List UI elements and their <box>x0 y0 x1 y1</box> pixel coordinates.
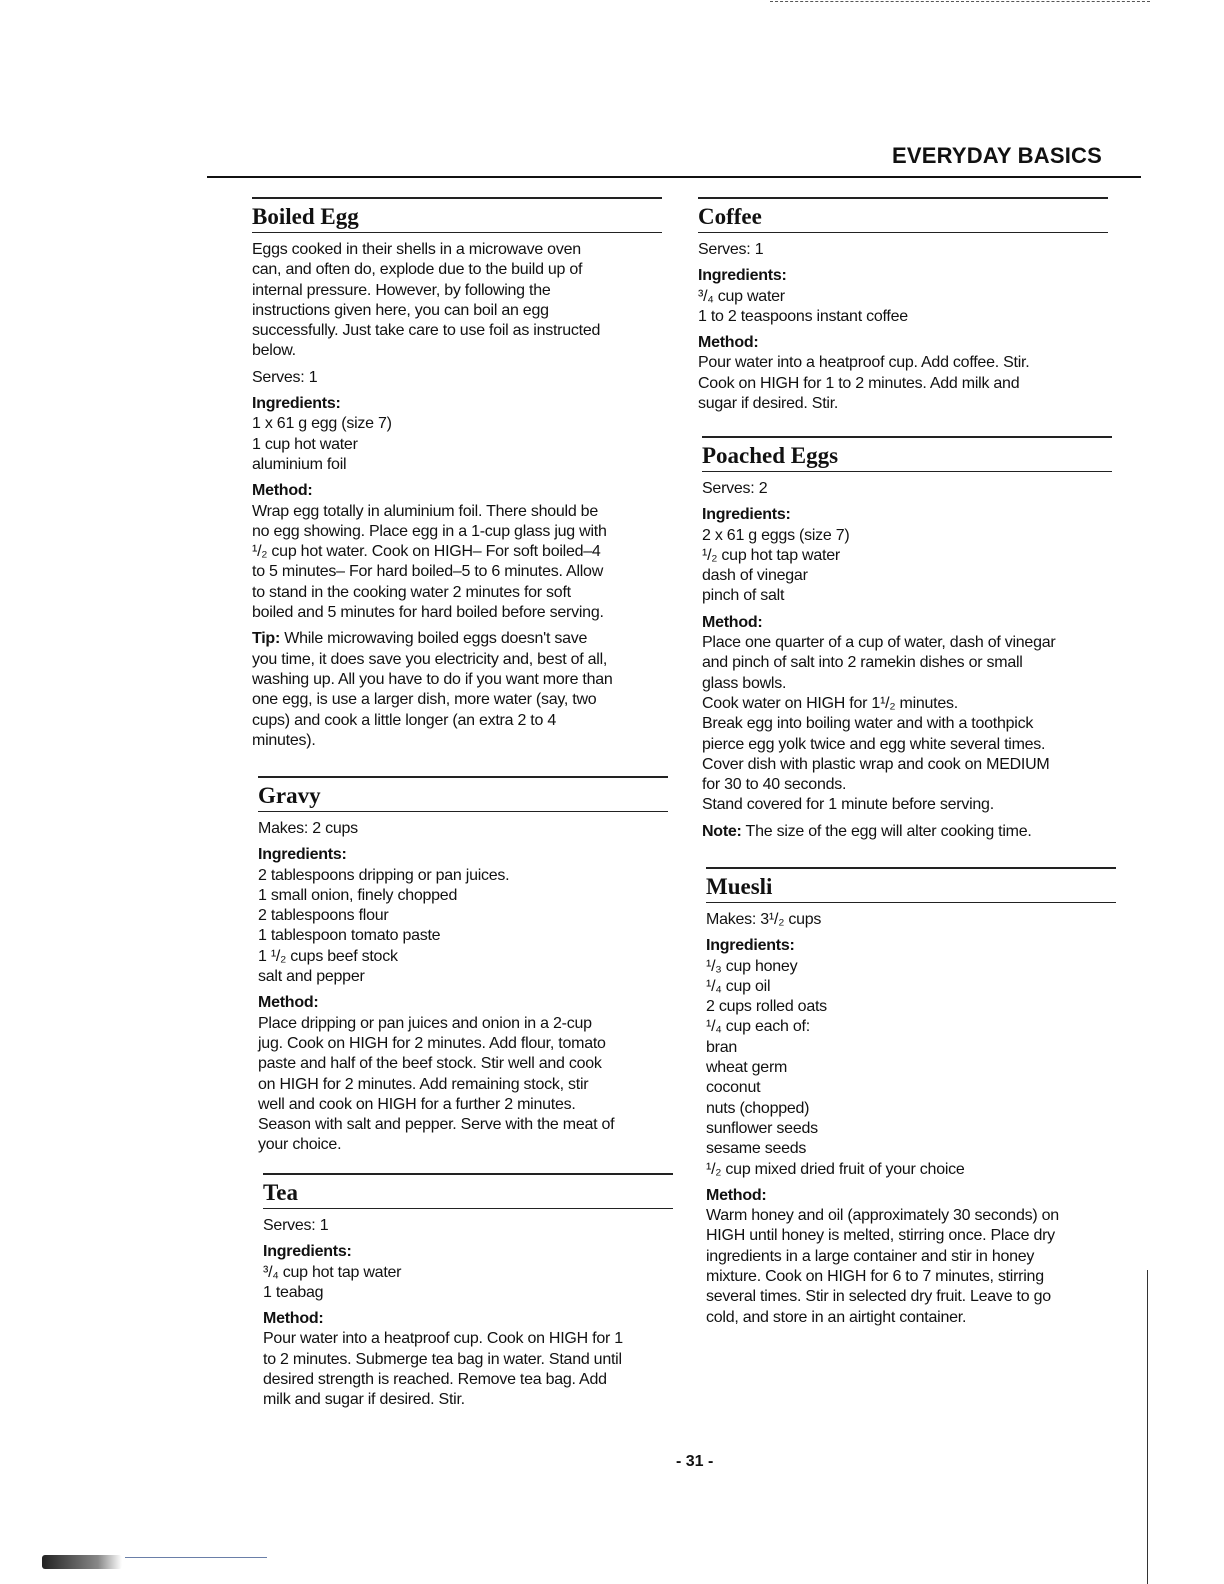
text-line <box>706 1099 1116 1119</box>
text-line <box>706 1139 1116 1159</box>
text-line <box>252 435 662 455</box>
text-block <box>252 394 662 475</box>
lead-label: Note: <box>702 822 742 840</box>
text-line <box>258 967 668 987</box>
line-text: pierce egg yolk twice and egg white several times. <box>702 735 1046 753</box>
text-line <box>258 886 668 906</box>
text-line <box>702 674 1112 694</box>
recipe-coffee <box>698 197 1108 420</box>
text-line <box>263 1263 673 1283</box>
text-line <box>706 1119 1116 1139</box>
block-label: Method: <box>263 1310 324 1328</box>
text-line <box>706 1160 1116 1180</box>
text-line <box>258 1034 668 1054</box>
line-text: Pour water into a heatproof cup. Add coffee. Stir. <box>698 354 1030 372</box>
text-block <box>706 1186 1116 1328</box>
line-text: coconut <box>706 1079 761 1097</box>
text-block <box>258 819 668 839</box>
line-text: cups) and cook a little longer (an extra 2 to 4 <box>252 711 556 729</box>
line-text: pinch of salt <box>702 587 785 605</box>
text-line <box>252 240 662 260</box>
text-block <box>698 240 1108 260</box>
text-line <box>706 1038 1116 1058</box>
text-line <box>698 307 1108 327</box>
text-line <box>706 1206 1116 1226</box>
line-text: Serves: 1 <box>263 1217 329 1234</box>
block-label: Method: <box>258 994 319 1012</box>
text-line <box>702 775 1112 795</box>
text-line <box>706 957 1116 977</box>
text-line <box>252 368 662 388</box>
line-text: ingredients in a large container and stir in honey <box>706 1247 1035 1265</box>
recipe-title: Muesli <box>706 873 773 899</box>
line-text: dash of vinegar <box>702 567 808 585</box>
text-line <box>252 583 662 603</box>
text-line <box>258 1075 668 1095</box>
text-line <box>252 281 662 301</box>
line-text: mixture. Cook on HIGH for 6 to 7 minutes, stirring <box>706 1268 1044 1286</box>
text-line <box>698 394 1108 414</box>
line-text: Stand covered for 1 minute before serving. <box>702 796 994 814</box>
line-text: to 5 minutes– For hard boiled–5 to 6 minutes. Allow <box>252 563 604 581</box>
line-text: Place one quarter of a cup of water, dash of vinegar <box>702 634 1056 652</box>
text-block <box>258 993 668 1155</box>
scan-top-edge <box>770 1 1150 3</box>
block-label: Ingredients: <box>706 937 795 955</box>
text-block <box>698 266 1108 327</box>
line-text: your choice. <box>258 1136 342 1154</box>
line-text: ¹/₂ cup hot water. Cook on HIGH– For soft boiled–4 <box>252 543 601 561</box>
scan-bottom-line <box>125 1557 267 1558</box>
line-text: 1 to 2 teaspoons instant coffee <box>698 307 908 325</box>
text-block <box>252 240 662 362</box>
text-line <box>258 926 668 946</box>
text-line <box>706 1017 1116 1037</box>
scan-edge-line <box>1147 1270 1148 1584</box>
text-line <box>702 526 1112 546</box>
line-text: Eggs cooked in their shells in a microwave oven <box>252 241 581 258</box>
line-text: for 30 to 40 seconds. <box>702 776 847 794</box>
line-text: below. <box>252 342 296 360</box>
text-line <box>252 603 662 623</box>
text-line <box>698 240 1108 260</box>
recipe-title: Boiled Egg <box>252 203 359 229</box>
line-text: several times. Stir in selected dry fruit. Leave to go <box>706 1288 1051 1306</box>
text-line <box>706 1078 1116 1098</box>
text-block <box>706 936 1116 1180</box>
text-line <box>702 755 1112 775</box>
line-text: Season with salt and pepper. Serve with the meat of <box>258 1116 615 1134</box>
text-line <box>706 1247 1116 1267</box>
line-text: bran <box>706 1038 738 1056</box>
text-line <box>702 479 1112 499</box>
block-label: Ingredients: <box>252 395 341 413</box>
recipe-tea <box>263 1173 673 1417</box>
line-text: sesame seeds <box>706 1140 807 1158</box>
line-text: 1 cup hot water <box>252 435 358 453</box>
recipe-body <box>702 472 1112 842</box>
text-line <box>258 1095 668 1115</box>
line-text: ³/₄ cup hot tap water <box>263 1263 402 1281</box>
recipe-title: Gravy <box>258 782 321 808</box>
text-line <box>263 1216 673 1236</box>
text-line <box>258 866 668 886</box>
text-block <box>252 368 662 388</box>
line-text: can, and often do, explode due to the build up of <box>252 261 583 279</box>
text-line <box>263 1370 673 1390</box>
text-line <box>706 1058 1116 1078</box>
line-text: no egg showing. Place egg in a 1-cup glass jug with <box>252 522 607 540</box>
text-line <box>706 910 1116 930</box>
text-line <box>252 562 662 582</box>
line-text: While microwaving boiled eggs doesn't save <box>280 630 588 648</box>
text-line <box>252 522 662 542</box>
line-text: ¹/₃ cup honey <box>706 957 798 975</box>
text-block <box>258 845 668 987</box>
text-line <box>258 1115 668 1135</box>
text-line <box>252 301 662 321</box>
text-line <box>252 690 662 710</box>
line-text: well and cook on HIGH for a further 2 minutes. <box>258 1095 576 1113</box>
block-label: Method: <box>702 613 763 631</box>
text-block <box>252 629 662 751</box>
text-line <box>706 1267 1116 1287</box>
text-line <box>252 455 662 475</box>
text-line <box>702 546 1112 566</box>
line-text: Cover dish with plastic wrap and cook on MEDIUM <box>702 755 1050 773</box>
page-number: - 31 - <box>676 1453 714 1470</box>
text-line <box>252 414 662 434</box>
line-text: 2 x 61 g eggs (size 7) <box>702 526 850 544</box>
line-text: Cook on HIGH for 1 to 2 minutes. Add milk and <box>698 374 1020 392</box>
line-text: to stand in the cooking water 2 minutes for soft <box>252 583 571 601</box>
recipe-body <box>706 903 1116 1328</box>
line-text: cold, and store in an airtight container. <box>706 1308 967 1326</box>
text-line <box>706 997 1116 1017</box>
line-text: Cook water on HIGH for 1¹/₂ minutes. <box>702 694 958 712</box>
text-line <box>706 1287 1116 1307</box>
text-block <box>702 505 1112 606</box>
line-text: paste and half of the beef stock. Stir well and cook <box>258 1055 602 1073</box>
line-text: ¹/₄ cup oil <box>706 977 771 995</box>
text-line <box>252 341 662 361</box>
line-text: ¹/₂ cup mixed dried fruit of your choice <box>706 1160 965 1178</box>
recipe-body <box>698 233 1108 414</box>
line-text: nuts (chopped) <box>706 1099 810 1117</box>
text-line <box>252 650 662 670</box>
block-label: Method: <box>698 334 759 352</box>
block-label: Ingredients: <box>258 846 347 864</box>
recipe-body <box>252 233 662 751</box>
text-line <box>258 1054 668 1074</box>
text-line <box>252 542 662 562</box>
text-line <box>702 714 1112 734</box>
line-text: 1 x 61 g egg (size 7) <box>252 415 392 433</box>
line-text: sugar if desired. Stir. <box>698 395 839 413</box>
recipe-title: Coffee <box>698 203 762 229</box>
text-line <box>258 1135 668 1155</box>
line-text: Place dripping or pan juices and onion in a 2-cup <box>258 1014 592 1032</box>
recipe-gravy <box>258 776 668 1162</box>
text-line <box>252 260 662 280</box>
line-text: sunflower seeds <box>706 1119 818 1137</box>
line-text: internal pressure. However, by following the <box>252 281 551 299</box>
text-line <box>263 1390 673 1410</box>
recipe-title: Tea <box>263 1179 298 1205</box>
line-text: one egg, is use a larger dish, more water (say, two <box>252 691 597 709</box>
line-text: on HIGH for 2 minutes. Add remaining stock, stir <box>258 1075 589 1093</box>
block-label: Ingredients: <box>702 506 791 524</box>
line-text: 2 tablespoons dripping or pan juices. <box>258 866 510 884</box>
block-label: Method: <box>706 1186 767 1204</box>
scan-blot <box>42 1555 122 1569</box>
recipe-muesli <box>706 867 1116 1334</box>
text-line <box>252 670 662 690</box>
text-line <box>698 374 1108 394</box>
line-text: and pinch of salt into 2 ramekin dishes or small <box>702 654 1023 672</box>
text-line <box>258 819 668 839</box>
line-text: ³/₄ cup water <box>698 287 785 305</box>
text-line <box>698 353 1108 373</box>
line-text: ¹/₂ cup hot tap water <box>702 546 840 564</box>
line-text: you time, it does save you electricity and, best of all, <box>252 650 608 668</box>
line-text: glass bowls. <box>702 674 787 692</box>
block-label: Ingredients: <box>698 267 787 285</box>
line-text: Break egg into boiling water and with a toothpick <box>702 715 1034 733</box>
text-line <box>702 822 1112 842</box>
lead-label: Tip: <box>252 630 281 648</box>
text-line <box>698 287 1108 307</box>
text-line <box>263 1350 673 1370</box>
recipe-poached-eggs <box>702 436 1112 848</box>
line-text: Serves: 1 <box>252 368 318 386</box>
line-text: Makes: 3¹/₂ cups <box>706 911 822 928</box>
block-label: Method: <box>252 482 313 500</box>
line-text: minutes). <box>252 731 316 749</box>
line-text: wheat germ <box>706 1059 788 1077</box>
chapter-header: EVERYDAY BASICS <box>891 143 1102 168</box>
text-block <box>263 1309 673 1410</box>
line-text: ¹/₄ cup each of: <box>706 1018 810 1036</box>
text-line <box>706 1308 1116 1328</box>
text-line <box>706 977 1116 997</box>
line-text: Wrap egg totally in aluminium foil. There should be <box>252 502 598 520</box>
recipe-body <box>263 1209 673 1411</box>
text-block <box>698 333 1108 414</box>
text-line <box>252 711 662 731</box>
block-label: Ingredients: <box>263 1243 352 1261</box>
text-line <box>702 795 1112 815</box>
line-text: Serves: 2 <box>702 480 768 497</box>
text-line <box>702 633 1112 653</box>
text-line <box>252 629 662 649</box>
line-text: aluminium foil <box>252 455 347 473</box>
line-text: washing up. All you have to do if you want more than <box>252 670 613 688</box>
line-text: The size of the egg will alter cooking time. <box>741 822 1032 840</box>
recipe-boiled-egg <box>252 197 662 757</box>
line-text: 2 tablespoons flour <box>258 907 389 925</box>
text-line <box>702 566 1112 586</box>
text-line <box>252 731 662 751</box>
line-text: 1 ¹/₂ cups beef stock <box>258 947 398 965</box>
line-text: to 2 minutes. Submerge tea bag in water. Stand until <box>263 1350 622 1368</box>
line-text: 1 tablespoon tomato paste <box>258 927 441 945</box>
text-line <box>258 947 668 967</box>
header-rule <box>207 176 1141 178</box>
text-block <box>702 479 1112 499</box>
line-text: milk and sugar if desired. Stir. <box>263 1391 465 1409</box>
line-text: jug. Cook on HIGH for 2 minutes. Add flour, tomato <box>258 1034 606 1052</box>
text-line <box>702 694 1112 714</box>
recipe-title: Poached Eggs <box>702 442 839 468</box>
line-text: Makes: 2 cups <box>258 820 358 837</box>
text-block <box>706 910 1116 930</box>
line-text: Pour water into a heatproof cup. Cook on HIGH for 1 <box>263 1330 623 1348</box>
text-block <box>252 481 662 623</box>
line-text: instructions given here, you can boil an egg <box>252 301 549 319</box>
line-text: 1 small onion, finely chopped <box>258 886 458 904</box>
line-text: successfully. Just take care to use foil as instructed <box>252 322 601 340</box>
text-line <box>252 321 662 341</box>
text-line <box>263 1329 673 1349</box>
line-text: HIGH until honey is melted, stirring once. Place dry <box>706 1227 1055 1245</box>
line-text: salt and pepper <box>258 968 365 986</box>
text-line <box>702 586 1112 606</box>
text-line <box>706 1226 1116 1246</box>
line-text: boiled and 5 minutes for hard boiled before serving. <box>252 604 604 622</box>
text-line <box>252 502 662 522</box>
line-text: Warm honey and oil (approximately 30 seconds) on <box>706 1207 1059 1225</box>
text-block <box>263 1242 673 1303</box>
line-text: desired strength is reached. Remove tea bag. Add <box>263 1371 607 1389</box>
text-line <box>258 1014 668 1034</box>
text-block <box>263 1216 673 1236</box>
text-block <box>702 822 1112 842</box>
text-line <box>258 906 668 926</box>
line-text: 1 teabag <box>263 1283 324 1301</box>
line-text: Serves: 1 <box>698 241 764 258</box>
text-line <box>702 735 1112 755</box>
text-line <box>263 1283 673 1303</box>
text-line <box>702 653 1112 673</box>
recipe-body <box>258 812 668 1156</box>
text-block <box>702 613 1112 816</box>
line-text: 2 cups rolled oats <box>706 998 827 1016</box>
